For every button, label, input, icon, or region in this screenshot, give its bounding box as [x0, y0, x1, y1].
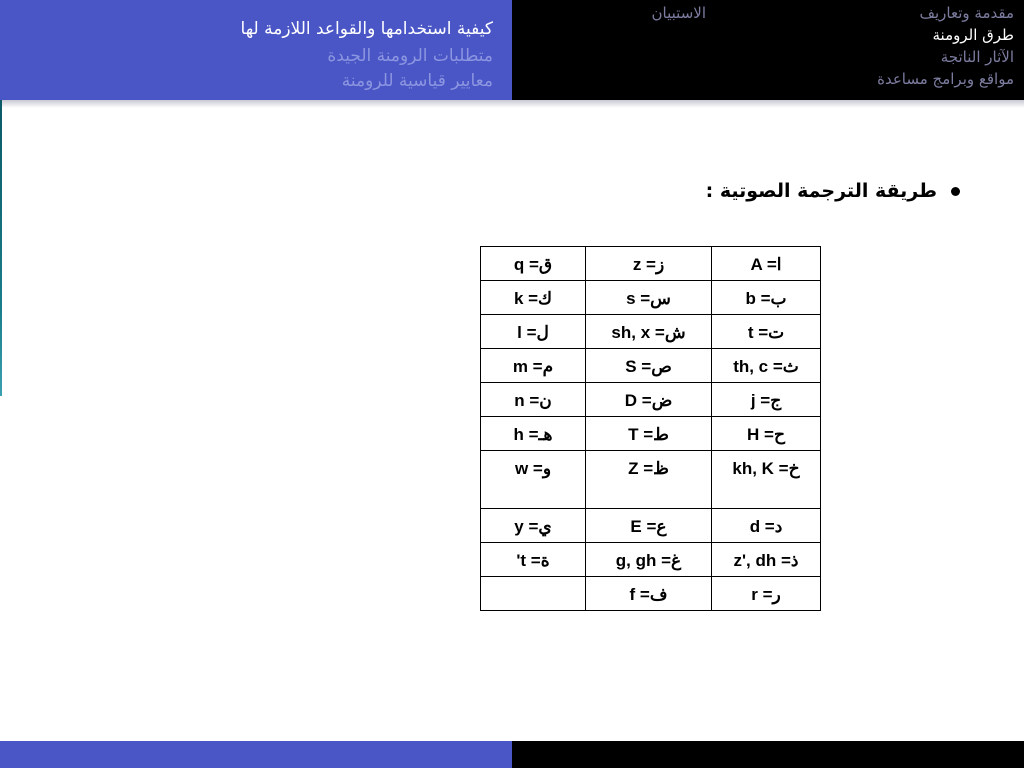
- table-cell: [481, 451, 586, 509]
- cell-text: l =ل: [517, 323, 549, 342]
- table-cell: [586, 281, 712, 315]
- table-cell: [481, 315, 586, 349]
- footer-bar-blue: [0, 741, 512, 768]
- cell-text: j =ج: [750, 391, 782, 410]
- table-cell: [481, 577, 586, 611]
- nav-shadow: [0, 100, 1024, 108]
- cell-text: E =ع: [630, 517, 667, 536]
- table-cell: [712, 417, 821, 451]
- nav-panel-right: [512, 0, 1024, 100]
- cell-text: r =ر: [751, 585, 781, 604]
- cell-text: h =هـ: [513, 425, 553, 444]
- table-cell: [481, 543, 586, 577]
- table-cell: [586, 349, 712, 383]
- nav-link-usage-rules[interactable]: كيفية استخدامها والقواعد اللازمة لها: [240, 19, 493, 39]
- nav-link-good-romanization-requirements[interactable]: متطلبات الرومنة الجيدة: [327, 46, 493, 66]
- cell-text: b =ب: [745, 289, 787, 308]
- table-cell: [586, 509, 712, 543]
- table-cell: [712, 315, 821, 349]
- table-row: [481, 417, 821, 451]
- table-row: [481, 315, 821, 349]
- cell-text: S =ص: [625, 357, 672, 376]
- cell-text: z =ز: [632, 255, 665, 274]
- cell-text: q =ق: [513, 255, 553, 274]
- cell-text: sh, x =ش: [611, 323, 686, 342]
- table-cell: [712, 349, 821, 383]
- cell-text: kh, K =خ: [732, 459, 800, 478]
- table-cell: [481, 417, 586, 451]
- table-cell: [586, 383, 712, 417]
- table-cell: [586, 451, 712, 509]
- nav-panel-left: [0, 0, 512, 100]
- cell-text: s =س: [626, 289, 671, 308]
- left-edge-accent: [0, 100, 2, 396]
- table-cell: [712, 281, 821, 315]
- nav-link-effects[interactable]: الآثار الناتجة: [940, 48, 1014, 66]
- table-row: [481, 451, 821, 509]
- bullet-heading: [706, 180, 960, 202]
- nav-link-sites-programs[interactable]: مواقع وبرامج مساعدة: [877, 70, 1014, 88]
- cell-text: d =د: [749, 517, 783, 536]
- table-row: [481, 543, 821, 577]
- table-cell: [481, 509, 586, 543]
- table-cell: [586, 577, 712, 611]
- nav-link-romanization-methods[interactable]: طرق الرومنة: [932, 26, 1014, 44]
- table-row: [481, 349, 821, 383]
- table-cell: [712, 509, 821, 543]
- nav-link-survey[interactable]: الاستبيان: [651, 4, 706, 22]
- cell-text: T =ط: [628, 425, 669, 444]
- transliteration-table: [480, 246, 821, 611]
- cell-text: g, gh =غ: [615, 551, 682, 570]
- table-cell: [712, 383, 821, 417]
- table-cell: [586, 543, 712, 577]
- table-row: [481, 281, 821, 315]
- table-cell: [481, 247, 586, 281]
- bullet-heading-text: طريقة الترجمة الصوتية :: [705, 180, 937, 202]
- cell-text: f =ف: [629, 585, 668, 604]
- table-cell: [586, 247, 712, 281]
- table-cell: [712, 577, 821, 611]
- table-row: [481, 247, 821, 281]
- cell-text: y =ي: [514, 517, 552, 536]
- cell-text: z', dh =ذ: [733, 551, 799, 570]
- table-cell: [481, 349, 586, 383]
- cell-text: D =ض: [624, 391, 673, 410]
- cell-text: w =و: [514, 459, 552, 478]
- table-row: [481, 577, 821, 611]
- cell-text: m =م: [512, 357, 554, 376]
- table-cell: [712, 543, 821, 577]
- cell-text: H =ح: [747, 425, 785, 444]
- cell-text: th, c =ث: [733, 357, 799, 376]
- cell-text: A =ا: [750, 255, 782, 274]
- cell-text: 't =ة: [516, 551, 550, 570]
- table-cell: [712, 451, 821, 509]
- nav-link-standard-criteria[interactable]: معايير قياسية للرومنة: [341, 71, 493, 91]
- footer-bar-black: [512, 741, 1024, 768]
- nav-link-intro[interactable]: مقدمة وتعاريف: [919, 4, 1014, 22]
- table-row: [481, 383, 821, 417]
- table-cell: [586, 417, 712, 451]
- table-cell: [586, 315, 712, 349]
- cell-text: t =ت: [747, 323, 785, 342]
- cell-text: k =ك: [513, 289, 553, 308]
- table-cell: [481, 383, 586, 417]
- cell-text: n =ن: [514, 391, 552, 410]
- table-cell: [712, 247, 821, 281]
- cell-text: Z =ظ: [628, 459, 669, 478]
- table-row: [481, 509, 821, 543]
- table-cell: [481, 281, 586, 315]
- bullet-dot-icon: [951, 187, 960, 196]
